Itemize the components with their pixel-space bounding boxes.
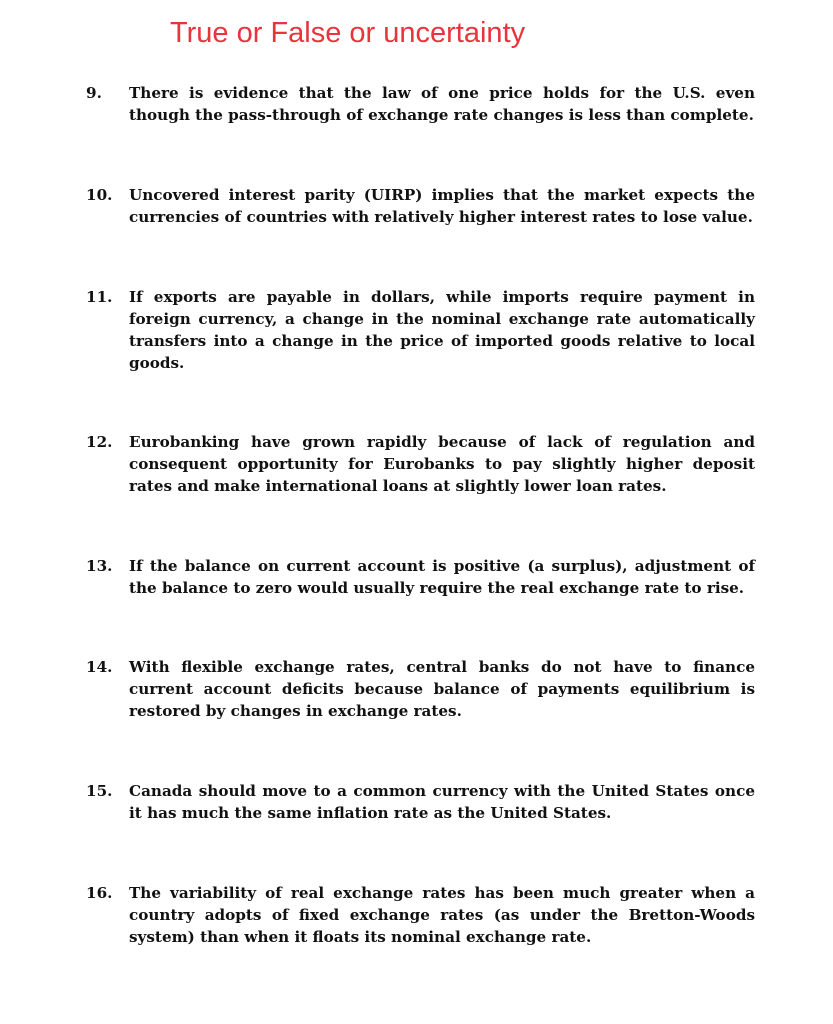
question-item [86, 656, 755, 722]
question-number: 13. [86, 557, 113, 575]
question-item [86, 882, 755, 948]
page-title: True or False or uncertainty [170, 17, 526, 49]
question-number: 11. [86, 288, 113, 306]
question-number: 14. [86, 658, 113, 676]
question-body [86, 82, 755, 126]
question-number: 16. [86, 884, 113, 902]
question-body [86, 555, 755, 599]
question-item [86, 286, 755, 374]
question-number: 12. [86, 433, 113, 451]
question-item [86, 431, 755, 497]
question-body [86, 286, 755, 374]
question-body [86, 431, 755, 497]
question-item [86, 184, 755, 228]
question-text: If exports are payable in dollars, while imports require payment in foreign currency, a change in the nominal exchange rate automatically transfers into a change in the price of imported goods relative to local goods. [129, 288, 755, 372]
question-number: 15. [86, 782, 113, 800]
question-item [86, 555, 755, 599]
question-item [86, 82, 755, 126]
question-body [86, 184, 755, 228]
question-text: Eurobanking have grown rapidly because of lack of regulation and consequent opportunity for Eurobanks to pay slightly higher deposit rates and make international loans at slightly lower loan rates. [129, 433, 755, 495]
question-body [86, 780, 755, 824]
question-text: Uncovered interest parity (UIRP) implies that the market expects the currencies of countries with relatively higher interest rates to lose value. [129, 186, 755, 226]
question-number: 10. [86, 186, 113, 204]
question-text: The variability of real exchange rates has been much greater when a country adopts of fixed exchange rates (as under the Bretton-Woods system) than when it floats its nominal exchange rate. [129, 884, 755, 946]
question-body [86, 656, 755, 722]
question-text: If the balance on current account is positive (a surplus), adjustment of the balance to zero would usually require the real exchange rate to rise. [129, 557, 755, 597]
question-text: There is evidence that the law of one price holds for the U.S. even though the pass-through of exchange rate changes is less than complete. [129, 84, 755, 124]
question-item [86, 780, 755, 824]
question-text: Canada should move to a common currency with the United States once it has much the same inflation rate as the United States. [129, 782, 755, 822]
question-text: With flexible exchange rates, central banks do not have to finance current account deficits because balance of payments equilibrium is restored by changes in exchange rates. [129, 658, 755, 720]
question-number: 9. [86, 84, 102, 102]
question-body [86, 882, 755, 948]
